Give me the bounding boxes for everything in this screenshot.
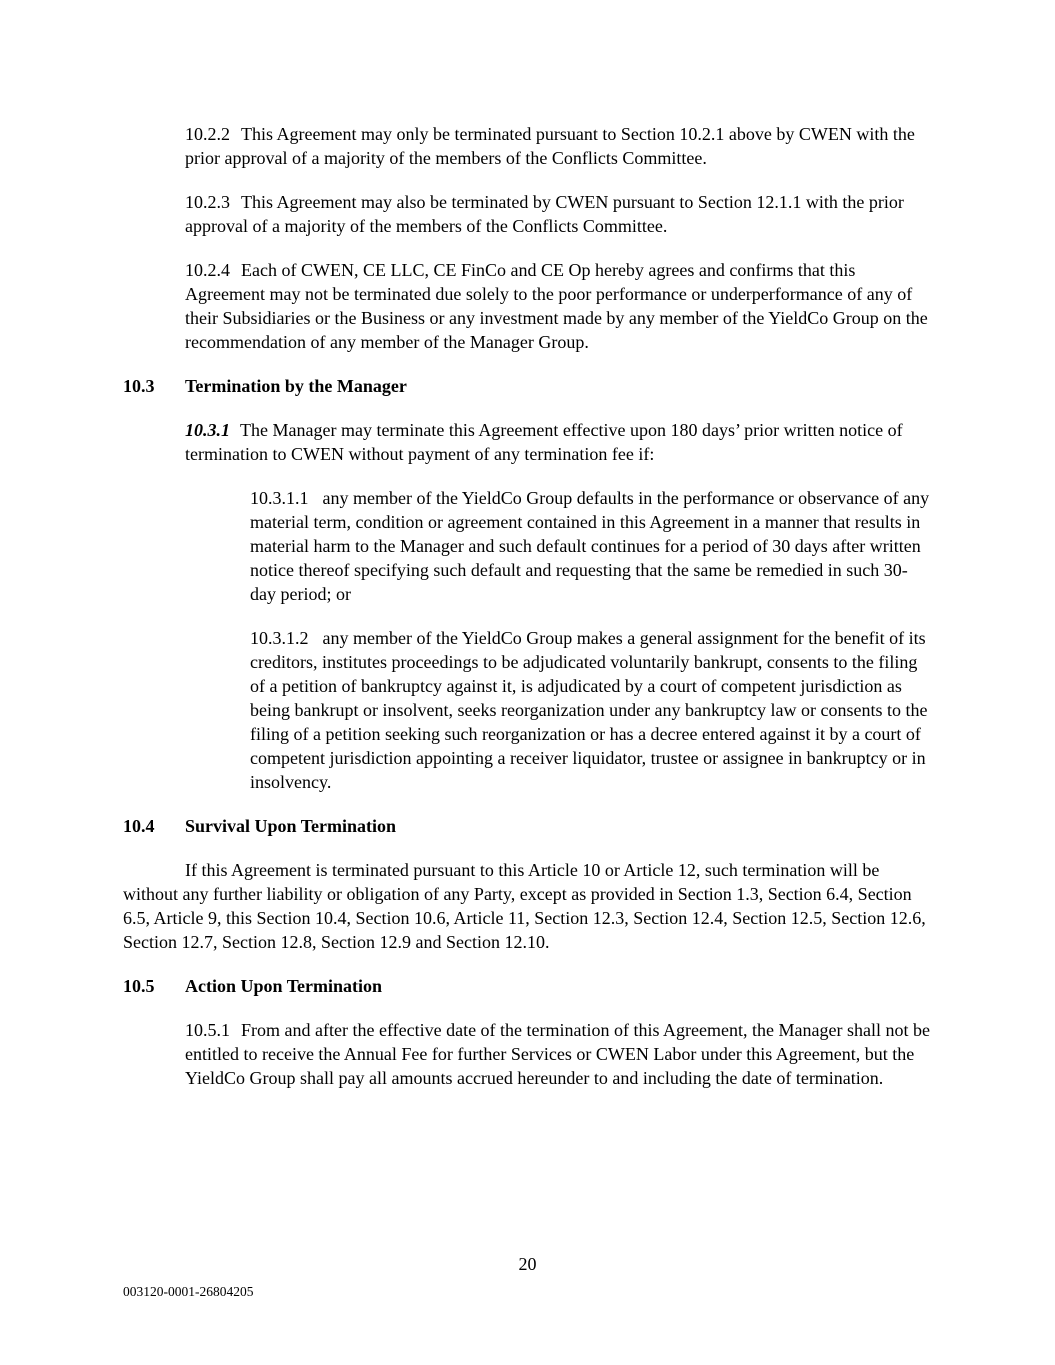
paragraph-10-3-1-2 [250, 626, 932, 794]
paragraph-text: any member of the YieldCo Group makes a general assignment for the benefit of its creditors, institutes proceedings to be adjudicated voluntarily bankrupt, consents to the filing of a petition of bankruptcy against it, is adjudicated by a court of competent jurisdiction as being bankrupt or insolvent, seeks reorganization under any bankruptcy law or consents to the filing of a petition seeking such reorganization or has a decree entered against it by a court of competent jurisdiction appointing a receiver liquidator, trustee or assignee in bankruptcy or in insolvency. [250, 628, 928, 792]
paragraph-number: 10.2.4 [185, 260, 230, 280]
paragraph-10-2-2 [185, 122, 932, 170]
paragraph-10-3-1 [185, 418, 932, 466]
paragraph-10-3-1-1 [250, 486, 932, 606]
paragraph-10-2-4 [185, 258, 932, 354]
paragraph-number: 10.2.3 [185, 192, 230, 212]
paragraph-number: 10.2.2 [185, 124, 230, 144]
heading-number: 10.4 [123, 816, 155, 836]
paragraph-10-2-3 [185, 190, 932, 238]
paragraph-text: The Manager may terminate this Agreement effective upon 180 days’ prior written notice of termination to CWEN without payment of any termination fee if: [185, 420, 903, 464]
paragraph-text: If this Agreement is terminated pursuant to this Article 10 or Article 12, such termination will be without any further liability or obligation of any Party, except as provided in Section 1.3, Section 6.4, Section 6.5, Article 9, this Section 10.4, Section 10.6, Article 11, Section 12.3, Section 12.4, Section 12.5, Section 12.6, Section 12.7, Section 12.8, Section 12.9 and Section 12.10. [123, 860, 926, 952]
paragraph-text: This Agreement may also be terminated by CWEN pursuant to Section 12.1.1 with the prior approval of a majority of the members of the Conflicts Committee. [185, 192, 904, 236]
paragraph-text: From and after the effective date of the termination of this Agreement, the Manager shall not be entitled to receive the Annual Fee for further Services or CWEN Labor under this Agreement, but the YieldCo Group shall pay all amounts accrued hereunder to and including the date of termination. [185, 1020, 930, 1088]
footer-document-id: 003120-0001-26804205 [123, 1284, 254, 1299]
paragraph-text: any member of the YieldCo Group defaults in the performance or observance of any material term, condition or agreement contained in this Agreement in a manner that results in material harm to the Manager and such default continues for a period of 30 days after written notice thereof specifying such default and requesting that the same be remedied in such 30-day period; or [250, 488, 930, 604]
heading-title: Action Upon Termination [185, 976, 383, 996]
section-heading-10-4 [123, 814, 933, 838]
section-heading-10-3 [123, 374, 933, 398]
paragraph-number: 10.3.1 [185, 420, 230, 440]
heading-title: Termination by the Manager [185, 376, 407, 396]
paragraph-number: 10.5.1 [185, 1020, 230, 1040]
page-number: 20 [518, 1254, 537, 1274]
heading-title: Survival Upon Termination [185, 816, 397, 836]
section-heading-10-5 [123, 974, 933, 998]
paragraph-text: Each of CWEN, CE LLC, CE FinCo and CE Op hereby agrees and confirms that this Agreement may not be terminated due solely to the poor performance or underperformance of any of their Subsidiaries or the Business or any investment made by any member of the YieldCo Group on the recommendation of any member of the Manager Group. [185, 260, 928, 352]
paragraph-text: This Agreement may only be terminated pursuant to Section 10.2.1 above by CWEN with the prior approval of a majority of the members of the Conflicts Committee. [185, 124, 915, 168]
heading-number: 10.3 [123, 376, 155, 396]
heading-number: 10.5 [123, 976, 155, 996]
paragraph-10-4-body [123, 858, 932, 954]
paragraph-number: 10.3.1.1 [250, 488, 309, 508]
paragraph-number: 10.3.1.2 [250, 628, 309, 648]
paragraph-10-5-1 [185, 1018, 932, 1090]
document-content [123, 122, 933, 1110]
